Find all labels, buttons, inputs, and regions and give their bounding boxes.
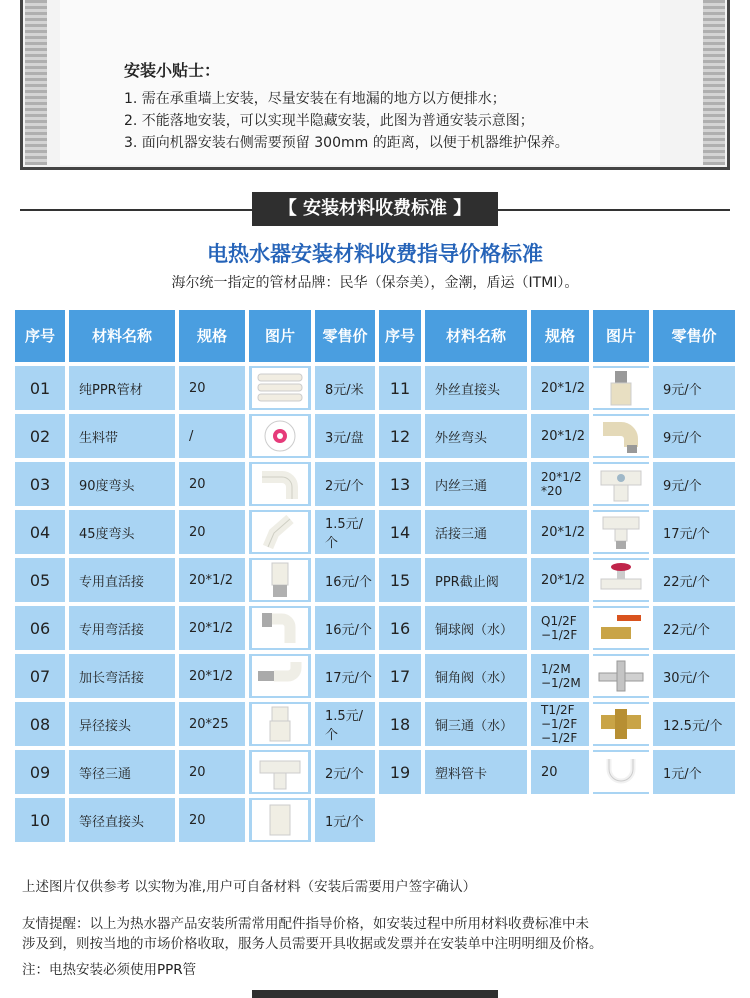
cell-no: 16: [389, 618, 411, 638]
pipe-clip-icon: [593, 752, 649, 792]
cell-name: 外丝弯头: [435, 430, 488, 446]
tips-title: 安装小贴士：: [124, 61, 221, 80]
table-cell: [593, 462, 649, 506]
column-header: 序号: [379, 310, 421, 362]
cell-name: 等径直接头: [79, 814, 145, 830]
cell-price: 17元/个: [325, 670, 372, 686]
price-table-left: [15, 310, 375, 850]
cell-name: 专用弯活接: [79, 622, 145, 638]
table-cell: [69, 510, 175, 554]
cell-price: 16元/个: [325, 622, 372, 638]
cell-spec: 20*1/2: [541, 524, 585, 540]
table-cell: [531, 702, 589, 746]
table-cell: [249, 750, 311, 794]
product-image: [249, 750, 311, 794]
cell-spec: 20*1/2: [189, 668, 233, 684]
table-cell: [69, 414, 175, 458]
cell-price: 1元/个: [663, 766, 702, 782]
cell-name: 异径接头: [79, 718, 132, 734]
cell-price: 3元/盘: [325, 430, 364, 446]
table-cell: [249, 462, 311, 506]
table-cell: [425, 702, 527, 746]
table-cell: [179, 510, 245, 554]
table-cell: [593, 366, 649, 410]
table-cell: [179, 750, 245, 794]
table-cell: [249, 702, 311, 746]
table-cell: [249, 366, 311, 410]
cell-spec: 20: [189, 476, 206, 492]
wall-texture-left: [25, 0, 47, 165]
cell-price: 16元/个: [325, 574, 372, 590]
table-cell: [179, 702, 245, 746]
product-image: [593, 366, 649, 410]
brand-subtitle: 海尔统一指定的管材品牌：民华（保奈美），金潮，盾运（ITMI）。: [171, 275, 579, 291]
cell-spec: 20: [189, 524, 206, 540]
table-cell: [315, 414, 375, 458]
cell-name: 塑料管卡: [435, 766, 488, 782]
cell-no: 09: [29, 762, 51, 782]
cell-spec: 20: [541, 764, 558, 780]
table-cell: [425, 750, 527, 794]
cell-no: 10: [29, 810, 51, 830]
long-union-icon: [252, 656, 308, 696]
product-image: [593, 414, 649, 458]
cell-price: 9元/个: [663, 478, 702, 494]
cell-name: 活接三通: [435, 526, 488, 542]
table-cell: [249, 654, 311, 698]
cell-spec: 20*1/2 *20: [541, 470, 582, 498]
image-disclaimer: 上述图片仅供参考 以实物为准,用户可自备材料（安装后需要用户签字确认）: [22, 879, 477, 895]
table-cell: [315, 558, 375, 602]
product-image: [593, 606, 649, 650]
cell-name: 铜球阀（水）: [435, 622, 514, 638]
table-cell: [69, 462, 175, 506]
table-cell: [653, 462, 735, 506]
cell-name: 铜三通（水）: [435, 718, 514, 734]
cell-price: 9元/个: [663, 430, 702, 446]
table-cell: [69, 558, 175, 602]
table-cell: [379, 750, 421, 794]
column-header: 材料名称: [69, 310, 175, 362]
table-cell: [531, 462, 589, 506]
cell-no: 04: [29, 522, 51, 542]
cell-spec: 20*25: [189, 716, 229, 732]
cell-no: 08: [29, 714, 51, 734]
cell-name: 生料带: [79, 430, 119, 446]
section-rule-right: [498, 209, 730, 211]
table-cell: [179, 558, 245, 602]
male-elbow-icon: [593, 416, 649, 456]
pipe-icon: [252, 368, 308, 408]
cell-no: 01: [29, 378, 51, 398]
cell-name: PPR截止阀: [435, 574, 499, 590]
table-cell: [653, 558, 735, 602]
table-cell: [179, 654, 245, 698]
column-header: 序号: [15, 310, 65, 362]
cell-spec: 20: [189, 764, 206, 780]
cell-price: 2元/个: [325, 478, 364, 494]
table-cell: [379, 558, 421, 602]
column-header: 图片: [249, 310, 311, 362]
cell-spec: 20*1/2: [541, 428, 585, 444]
table-cell: [315, 798, 375, 842]
table-cell: [249, 606, 311, 650]
table-cell: [15, 462, 65, 506]
coupler-icon: [252, 800, 308, 840]
product-image: [249, 366, 311, 410]
table-cell: [15, 606, 65, 650]
table-cell: [653, 414, 735, 458]
table-cell: [179, 798, 245, 842]
table-cell: [179, 414, 245, 458]
cell-price: 9元/个: [663, 382, 702, 398]
table-cell: [179, 366, 245, 410]
table-cell: [315, 702, 375, 746]
stop-valve-icon: [593, 560, 649, 600]
cell-spec: 20: [189, 812, 206, 828]
table-cell: [379, 510, 421, 554]
table-cell: [249, 510, 311, 554]
cell-no: 03: [29, 474, 51, 494]
product-image: [593, 510, 649, 554]
column-header: 材料名称: [425, 310, 527, 362]
table-cell: [15, 750, 65, 794]
cell-no: 15: [389, 570, 411, 590]
male-coupler-icon: [593, 368, 649, 408]
table-cell: [15, 654, 65, 698]
table-cell: [69, 702, 175, 746]
table-cell: [593, 510, 649, 554]
table-cell: [69, 654, 175, 698]
section-rule-left: [20, 209, 252, 211]
product-image: [249, 510, 311, 554]
table-cell: [653, 702, 735, 746]
price-table-right: [379, 310, 735, 804]
column-header: 零售价: [653, 310, 735, 362]
cell-no: 19: [389, 762, 411, 782]
cell-no: 07: [29, 666, 51, 686]
table-cell: [593, 750, 649, 794]
column-header: 规格: [531, 310, 589, 362]
table-cell: [69, 606, 175, 650]
product-image: [249, 702, 311, 746]
ppr-note: 注：电热安装必须使用PPR管: [22, 962, 197, 978]
cell-no: 14: [389, 522, 411, 542]
product-image: [593, 654, 649, 698]
cell-no: 05: [29, 570, 51, 590]
cell-name: 纯PPR管材: [79, 382, 143, 398]
price-table-title: 电热水器安装材料收费指导价格标准: [207, 242, 543, 266]
cell-price: 22元/个: [663, 574, 710, 590]
cell-spec: 20: [189, 380, 206, 396]
cell-spec: 20*1/2: [541, 380, 585, 396]
table-cell: [593, 702, 649, 746]
product-image: [593, 462, 649, 506]
table-cell: [531, 654, 589, 698]
table-cell: [315, 366, 375, 410]
table-cell: [531, 606, 589, 650]
tips-line-1: 1. 需在承重墙上安装，尽量安装在有地漏的地方以方便排水；: [124, 91, 506, 107]
cell-spec: 20*1/2: [189, 620, 233, 636]
brass-tee-icon: [593, 704, 649, 744]
table-cell: [15, 798, 65, 842]
table-cell: [531, 750, 589, 794]
table-cell: [15, 702, 65, 746]
table-cell: [315, 606, 375, 650]
product-image: [593, 750, 649, 794]
cell-price: 30元/个: [663, 670, 710, 686]
product-image: [249, 414, 311, 458]
tips-line-3: 3. 面向机器安装右侧需要预留 300mm 的距离，以便于机器维护保养。: [124, 135, 569, 151]
table-cell: [315, 654, 375, 698]
table-cell: [531, 510, 589, 554]
table-cell: [249, 798, 311, 842]
cell-spec: 20*1/2: [541, 572, 585, 588]
table-cell: [531, 558, 589, 602]
table-cell: [425, 510, 527, 554]
table-cell: [531, 366, 589, 410]
table-cell: [653, 606, 735, 650]
bottom-bar: [252, 990, 498, 998]
cell-price: 1.5元/个: [325, 709, 364, 743]
ball-valve-icon: [593, 608, 649, 648]
cell-name: 加长弯活接: [79, 670, 145, 686]
cell-spec: 1/2M −1/2M: [541, 662, 581, 690]
product-image: [249, 654, 311, 698]
table-cell: [379, 462, 421, 506]
table-cell: [379, 606, 421, 650]
table-cell: [593, 654, 649, 698]
cell-name: 外丝直接头: [435, 382, 501, 398]
product-image: [249, 798, 311, 842]
cell-spec: 20*1/2: [189, 572, 233, 588]
tape-icon: [252, 416, 308, 456]
cell-name: 内丝三通: [435, 478, 488, 494]
wall-texture-right: [703, 0, 725, 165]
table-cell: [379, 702, 421, 746]
cell-price: 22元/个: [663, 622, 710, 638]
table-cell: [531, 414, 589, 458]
table-cell: [69, 366, 175, 410]
table-cell: [593, 558, 649, 602]
cell-price: 12.5元/个: [663, 718, 723, 734]
reminder-line-1: 友情提醒：以上为热水器产品安装所需常用配件指导价格，如安装过程中所用材料收费标准中未: [22, 916, 589, 932]
table-cell: [425, 558, 527, 602]
cell-price: 17元/个: [663, 526, 710, 542]
reminder-line-2: 涉及到，则按当地的市场价格收取，服务人员需要开具收据或发票并在安装单中注明明细及价格。: [22, 936, 603, 952]
tips-line-2: 2. 不能落地安装，可以实现半隐藏安装，此图为普通安装示意图；: [124, 113, 534, 129]
table-cell: [179, 606, 245, 650]
cell-spec: T1/2F −1/2F −1/2F: [541, 703, 578, 745]
elbow45-icon: [252, 512, 308, 552]
table-cell: [379, 414, 421, 458]
elbow-union-icon: [252, 608, 308, 648]
table-cell: [653, 654, 735, 698]
straight-union-icon: [252, 560, 308, 600]
product-image: [249, 462, 311, 506]
table-cell: [315, 750, 375, 794]
table-cell: [425, 654, 527, 698]
cell-price: 1.5元/个: [325, 517, 364, 551]
cell-no: 02: [29, 426, 51, 446]
cell-name: 专用直活接: [79, 574, 145, 590]
cell-name: 90度弯头: [79, 478, 135, 494]
section-badge: 【 安装材料收费标准 】: [252, 192, 498, 226]
table-cell: [425, 462, 527, 506]
cell-no: 13: [389, 474, 411, 494]
column-header: 图片: [593, 310, 649, 362]
cell-spec: /: [189, 428, 194, 444]
table-cell: [249, 558, 311, 602]
union-tee-icon: [593, 512, 649, 552]
table-cell: [315, 510, 375, 554]
table-cell: [15, 414, 65, 458]
product-image: [593, 558, 649, 602]
table-cell: [179, 462, 245, 506]
cell-no: 11: [389, 378, 411, 398]
reducer-icon: [252, 704, 308, 744]
table-cell: [249, 414, 311, 458]
table-cell: [15, 510, 65, 554]
cell-spec: Q1/2F −1/2F: [541, 614, 578, 642]
cell-name: 45度弯头: [79, 526, 135, 542]
table-cell: [653, 510, 735, 554]
cell-price: 1元/个: [325, 814, 364, 830]
table-cell: [69, 750, 175, 794]
table-cell: [315, 462, 375, 506]
cell-name: 等径三通: [79, 766, 132, 782]
angle-valve-icon: [593, 656, 649, 696]
tee-icon: [252, 752, 308, 792]
table-cell: [653, 366, 735, 410]
column-header: 规格: [179, 310, 245, 362]
table-cell: [593, 414, 649, 458]
table-cell: [425, 414, 527, 458]
table-cell: [425, 366, 527, 410]
table-cell: [379, 654, 421, 698]
cell-price: 8元/米: [325, 382, 364, 398]
cell-no: 17: [389, 666, 411, 686]
cell-no: 18: [389, 714, 411, 734]
female-tee-icon: [593, 464, 649, 504]
product-image: [249, 558, 311, 602]
column-header: 零售价: [315, 310, 375, 362]
table-cell: [425, 606, 527, 650]
cell-no: 12: [389, 426, 411, 446]
cell-price: 2元/个: [325, 766, 364, 782]
table-cell: [593, 606, 649, 650]
product-image: [593, 702, 649, 746]
table-cell: [15, 558, 65, 602]
cell-no: 06: [29, 618, 51, 638]
table-cell: [15, 366, 65, 410]
table-cell: [653, 750, 735, 794]
product-image: [249, 606, 311, 650]
elbow90-icon: [252, 464, 308, 504]
cell-name: 铜角阀（水）: [435, 670, 514, 686]
table-cell: [69, 798, 175, 842]
table-cell: [379, 366, 421, 410]
